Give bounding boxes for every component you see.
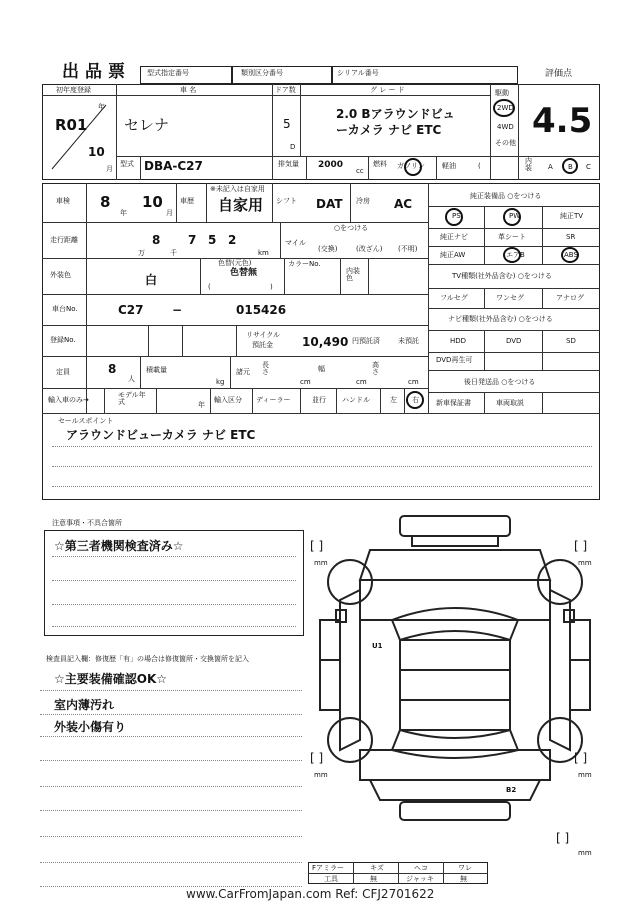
mileage-digit: 8 xyxy=(152,233,161,247)
car-name: セレナ xyxy=(124,116,170,134)
displacement: 2000 xyxy=(318,160,344,170)
usage-type: 自家用 xyxy=(218,196,264,214)
mileage-digit: 2 xyxy=(228,233,237,247)
grade-line-2: ーカメラ ナビ ETC xyxy=(336,123,442,137)
sales-point-text: アラウンドビューカメラ ナビ ETC xyxy=(66,428,256,442)
navi-type-title: ナビ種類(社外品含む) ○をつける xyxy=(448,315,553,323)
overall-score: 4.5 xyxy=(532,101,593,141)
watermark-footer: www.CarFromJapan.com Ref: CFJ2701622 xyxy=(186,887,435,901)
mileage-digit: 7 xyxy=(188,233,197,247)
inspection-month: 10 xyxy=(142,193,163,211)
genuine-equipment-title: 純正装備品 ○をつける xyxy=(470,192,542,200)
category-field: 類別区分番号 xyxy=(232,66,332,84)
option-ps-circle xyxy=(445,208,463,226)
first-registration-label: 初年度登録 xyxy=(56,86,91,94)
form-title: 出品票 xyxy=(62,62,131,82)
tv-type-title: TV種類(社外品含む) ○をつける xyxy=(452,272,552,280)
handle-right-circle xyxy=(406,391,424,409)
caution-line-1: ☆第三者機関検査済み☆ xyxy=(54,539,184,553)
sales-point-label: セールスポイント xyxy=(58,417,114,425)
serial-field: シリアル番号 xyxy=(332,66,518,84)
car-damage-diagram xyxy=(300,510,610,840)
inspector-label: 検査員記入欄：修復歴「有」の場合は修復箇所・交換箇所を記入 xyxy=(46,655,249,663)
inspector-line-2: 室内薄汚れ xyxy=(54,698,115,712)
color-change: 色替無 xyxy=(230,268,258,278)
inspector-line-1: ☆主要装備確認OK☆ xyxy=(54,672,168,686)
model-code: DBA-C27 xyxy=(144,159,203,173)
inspector-line-3: 外装小傷有り xyxy=(54,720,127,734)
damage-mark-b2: B2 xyxy=(506,786,517,794)
interior-b-circle xyxy=(562,158,578,174)
drive-2wd-circle xyxy=(493,99,515,117)
ac-type: AC xyxy=(394,197,413,211)
registration-era: R01 xyxy=(55,116,88,134)
chassis-number: 015426 xyxy=(236,303,287,317)
later-shipment-title: 後日発送品 ○をつける xyxy=(464,378,536,386)
damage-mark-u1: U1 xyxy=(372,642,383,650)
registration-month: 10 xyxy=(88,145,105,159)
recycle-amount: 10,490 xyxy=(302,335,349,349)
caution-label: 注意事項・不具合箇所 xyxy=(52,519,122,527)
exterior-color: 白 xyxy=(145,273,158,287)
chassis-prefix: C27 xyxy=(118,303,144,317)
capacity: 8 xyxy=(108,362,117,376)
mileage-digit: 5 xyxy=(208,233,217,247)
score-label: 評価点 xyxy=(545,69,573,79)
type-cert-field: 型式指定番号 xyxy=(140,66,232,84)
inspection-year: 8 xyxy=(100,193,111,211)
door-count: 5 xyxy=(283,117,291,131)
shift-type: DAT xyxy=(316,197,343,211)
option-abs-circle xyxy=(561,247,579,263)
option-airbag-circle xyxy=(503,247,521,263)
grade-line-1: 2.0 Bアラウンドビュ xyxy=(336,107,455,121)
fuel-gasoline-circle xyxy=(404,158,422,176)
option-pw-circle xyxy=(503,208,521,226)
